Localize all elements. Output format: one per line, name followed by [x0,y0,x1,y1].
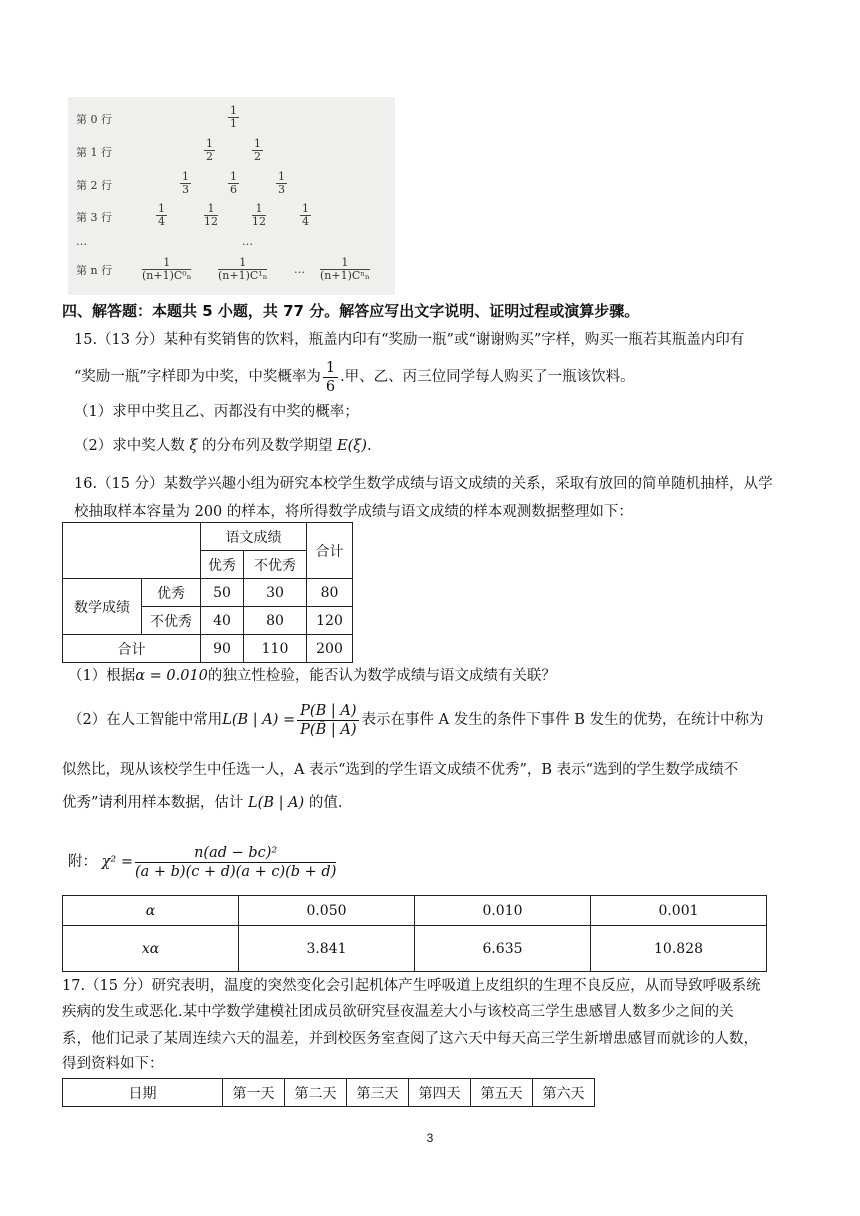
fraction: 1 (n+1)Cⁿₙ [320,256,370,282]
q16-line-d: 优秀”请利用样本数据，估计 L(B | A) 的值. [62,795,343,811]
q17-line3: 系，他们记录了某周连续六天的温差，并到校医务室查阅了这六天中每天高三学生新增患感冒而就诊的人数， [62,1031,758,1047]
q17-line4: 得到资料如下： [62,1056,164,1072]
critical-value-table [62,895,767,972]
row-label: 合计 [63,635,201,663]
triangle-figure [68,97,395,295]
ellipsis: … [294,263,305,276]
alpha-header: α [63,896,239,926]
math-header: 数学成绩 [63,579,142,635]
contingency-table [62,522,353,663]
q15-part2: （2）求中奖人数 ξ 的分布列及数学期望 E(ξ). [74,438,372,454]
fraction: 1 1 [230,104,237,130]
row-label: 不优秀 [142,607,201,635]
fraction: 1 (n+1)C⁰ₙ [142,256,192,282]
total-header: 合计 [307,523,353,579]
fraction: 1 2 [254,137,261,163]
fraction: 1 2 [206,137,213,163]
fraction: 1 12 [204,202,218,228]
table-cell: 10.828 [591,926,767,972]
row-label: 第 3 行 [76,211,112,224]
row-label: 第 2 行 [76,179,112,192]
table-cell: 30 [244,579,307,607]
row-label: 优秀 [142,579,201,607]
table-header: 第三天 [347,1079,409,1107]
x-alpha-header: xα [63,926,239,972]
q16-line1: 16.（15 分）某数学兴趣小组为研究本校学生数学成绩与语文成绩的关系，采取有放回的简单随机抽样，从学 [74,476,773,492]
fraction: 1 4 [158,202,165,228]
q15-line1: 15.（13 分）某种有奖销售的饮料，瓶盖内印有“奖励一瓶”或“谢谢购买”字样，购买一瓶若其瓶盖内印有 [74,332,745,348]
table-header: 第五天 [471,1079,533,1107]
fraction: 1 6 [230,170,237,196]
row-label: 第 0 行 [76,113,112,126]
row-label: 第 1 行 [76,146,112,159]
row-label: … [76,235,87,248]
ellipsis: … [242,235,253,248]
q16-line-c: 似然比，现从该校学生中任选一人，A 表示“选到的学生语文成绩不优秀”，B 表示“选到的学生数学成绩不 [62,762,739,778]
excellent-header: 优秀 [201,551,244,579]
q15-part1: （1）求甲中奖且乙、丙都没有中奖的概率； [74,404,359,420]
probability-fraction: $\frac{1}{6}$ [323,359,338,396]
blank-cell [63,523,201,579]
not-excellent-header: 不优秀 [244,551,307,579]
fraction: 1 4 [302,202,309,228]
q15-line2: “奖励一瓶”字样即为中奖，中奖概率为 $\frac{1}{6}$ .甲、乙、丙三位同学每人购买了一瓶该饮料。 [74,359,635,395]
table-header: 日期 [63,1079,223,1107]
q16-part1: （1）根据α = 0.010的独立性检验，能否认为数学成绩与语文成绩有关联？ [68,668,556,684]
table-header: 第四天 [409,1079,471,1107]
section-heading: 四、解答题：本题共 5 小题，共 77 分。解答应写出文字说明、证明过程或演算步骤。 [62,302,640,320]
q17-line2: 疾病的发生或恶化.某中学数学建模社团成员欲研究昼夜温差大小与该校高三学生患感冒人数多少之间的关 [62,1004,734,1020]
q17-line1: 17.（15 分）研究表明，温度的突然变化会引起机体产生呼吸道上皮组织的生理不良反应，从而导致呼吸系统 [62,978,761,994]
table-header: 第一天 [223,1079,285,1107]
chi-square-fraction: $\frac{\text{n(ad − bc)²}}{(a + b)(c + d)(a + c)(b + d)}$ [134,844,337,880]
table-cell: 200 [307,635,353,663]
fraction: 1 12 [252,202,266,228]
likelihood-fraction: $\frac{P(B | A)}{P(B̄ | A)}$ [297,702,359,739]
appendix-formula: 附： χ² = $\frac{\text{n(ad − bc)²}}{(a + b)(c + d)(a + c)(b + d)}$ [68,844,337,880]
table-cell: 120 [307,607,353,635]
table-cell: 40 [201,607,244,635]
table-header: 第二天 [285,1079,347,1107]
table-cell: 6.635 [415,926,591,972]
table-cell: 0.001 [591,896,767,926]
table-cell: 80 [307,579,353,607]
table-cell: 80 [244,607,307,635]
fraction: 1 (n+1)C¹ₙ [218,256,268,282]
table-cell: 3.841 [239,926,415,972]
fraction: 1 3 [182,170,189,196]
chinese-header: 语文成绩 [201,523,307,551]
q16-part2: （2）在人工智能中常用L(B | A) = $\frac{P(B | A)}{P(B̄ | A)}$ 表示在事件 A 发生的条件下事件 B 发生的优势，在统计中称为 [68,702,764,738]
table-cell: 0.050 [239,896,415,926]
table-cell: 90 [201,635,244,663]
q16-line2: 校抽取样本容量为 200 的样本，将所得数学成绩与语文成绩的样本观测数据整理如下： [74,504,633,520]
table-cell: 110 [244,635,307,663]
page-number: 3 [426,1131,434,1145]
row-label: 第 n 行 [76,264,113,277]
table-header: 第六天 [533,1079,595,1107]
table-cell: 50 [201,579,244,607]
fraction: 1 3 [278,170,285,196]
weather-table [62,1078,595,1107]
table-cell: 0.010 [415,896,591,926]
